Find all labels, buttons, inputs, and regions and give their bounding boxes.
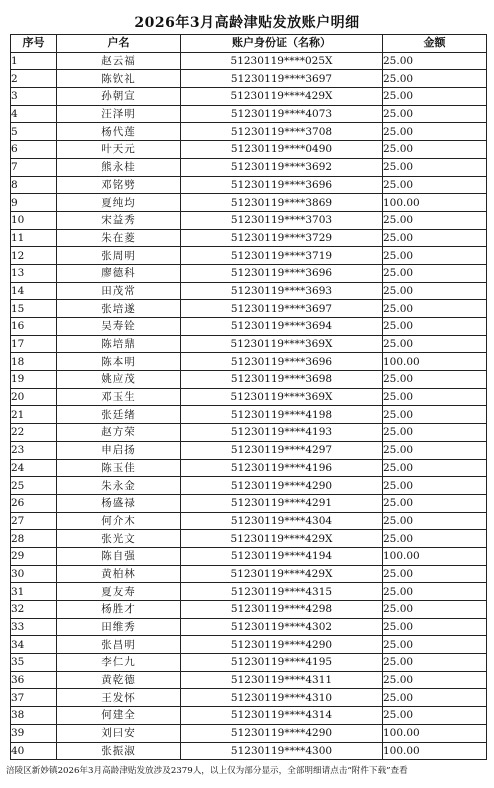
id-number-cell: 51230119****3697 [181,300,383,318]
id-number-cell: 51230119****3697 [181,70,383,88]
amount-cell: 25.00 [383,654,487,672]
amount-cell: 25.00 [383,636,487,654]
amount-cell: 25.00 [383,318,487,336]
table-row [11,158,487,176]
serial-cell: 20 [11,388,57,406]
table-row [11,742,487,760]
account-name-cell: 陈培鼎 [57,335,181,353]
id-number-cell: 51230119****429X [181,565,383,583]
id-number-cell: 51230119****4314 [181,707,383,725]
account-name-cell: 廖德科 [57,264,181,282]
id-number-cell: 51230119****369X [181,388,383,406]
id-number-cell: 51230119****3696 [181,353,383,371]
amount-cell: 25.00 [383,247,487,265]
footer-note: 涪陵区新妙镇2026年3月高龄津贴发放涉及2379人，以上仅为部分显示，全部明细请点击“附件下载”查看 [6,766,408,776]
table-row [11,194,487,212]
amount-cell: 25.00 [383,512,487,530]
table-row [11,654,487,672]
table-row [11,282,487,300]
id-number-cell: 51230119****4290 [181,636,383,654]
table-header-row [11,35,487,53]
table-row [11,318,487,336]
table-row [11,618,487,636]
serial-cell: 39 [11,724,57,742]
id-number-cell: 51230119****4310 [181,689,383,707]
header-account-name: 户名 [57,35,181,53]
amount-cell: 25.00 [383,583,487,601]
id-number-cell: 51230119****4195 [181,654,383,672]
table-row [11,52,487,70]
serial-cell: 10 [11,211,57,229]
amount-cell: 25.00 [383,300,487,318]
header-id-number: 账户身份证（名称） [181,35,383,53]
id-number-cell: 51230119****4297 [181,441,383,459]
serial-cell: 13 [11,264,57,282]
id-number-cell: 51230119****3696 [181,264,383,282]
account-name-cell: 夏友寿 [57,583,181,601]
account-name-cell: 李仁九 [57,654,181,672]
serial-cell: 21 [11,406,57,424]
table-row [11,494,487,512]
header-amount: 金额 [383,35,487,53]
id-number-cell: 51230119****4291 [181,494,383,512]
table-row [11,530,487,548]
id-number-cell: 51230119****4073 [181,105,383,123]
serial-cell: 5 [11,123,57,141]
account-name-cell: 邓玉生 [57,388,181,406]
amount-cell: 25.00 [383,264,487,282]
account-name-cell: 田维秀 [57,618,181,636]
table-row [11,547,487,565]
serial-cell: 28 [11,530,57,548]
table-body [11,52,487,760]
table-row [11,671,487,689]
serial-cell: 6 [11,141,57,159]
amount-cell: 25.00 [383,671,487,689]
serial-cell: 9 [11,194,57,212]
serial-cell: 35 [11,654,57,672]
table-row [11,707,487,725]
id-number-cell: 51230119****4300 [181,742,383,760]
amount-cell: 25.00 [383,601,487,619]
amount-cell: 25.00 [383,406,487,424]
table-row [11,141,487,159]
account-name-cell: 熊永桂 [57,158,181,176]
account-name-cell: 夏纯均 [57,194,181,212]
table-row [11,353,487,371]
id-number-cell: 51230119****4298 [181,601,383,619]
account-name-cell: 黄乾德 [57,671,181,689]
id-number-cell: 51230119****4196 [181,459,383,477]
serial-cell: 25 [11,477,57,495]
serial-cell: 8 [11,176,57,194]
id-number-cell: 51230119****4304 [181,512,383,530]
table-row [11,335,487,353]
amount-cell: 25.00 [383,530,487,548]
account-name-cell: 张振淑 [57,742,181,760]
serial-cell: 34 [11,636,57,654]
account-name-cell: 陈玉佳 [57,459,181,477]
account-name-cell: 邓铭劈 [57,176,181,194]
amount-cell: 25.00 [383,70,487,88]
serial-cell: 11 [11,229,57,247]
id-number-cell: 51230119****4315 [181,583,383,601]
account-name-cell: 朱在菱 [57,229,181,247]
table-row [11,424,487,442]
amount-cell: 25.00 [383,441,487,459]
amount-cell: 25.00 [383,52,487,70]
serial-cell: 16 [11,318,57,336]
table-row [11,264,487,282]
table-row [11,176,487,194]
table-row [11,388,487,406]
id-number-cell: 51230119****369X [181,335,383,353]
table-row [11,105,487,123]
serial-cell: 14 [11,282,57,300]
amount-cell: 25.00 [383,105,487,123]
account-name-cell: 吴寿铨 [57,318,181,336]
amount-cell: 100.00 [383,724,487,742]
account-name-cell: 何建全 [57,707,181,725]
amount-cell: 25.00 [383,176,487,194]
id-number-cell: 51230119****3693 [181,282,383,300]
id-number-cell: 51230119****429X [181,530,383,548]
table-row [11,441,487,459]
serial-cell: 32 [11,601,57,619]
account-name-cell: 陈自强 [57,547,181,565]
id-number-cell: 51230119****4290 [181,477,383,495]
serial-cell: 31 [11,583,57,601]
account-name-cell: 杨胜才 [57,601,181,619]
amount-cell: 25.00 [383,388,487,406]
amount-cell: 25.00 [383,282,487,300]
table-row [11,689,487,707]
account-name-cell: 田茂常 [57,282,181,300]
table-row [11,636,487,654]
serial-cell: 15 [11,300,57,318]
id-number-cell: 51230119****3694 [181,318,383,336]
table-row [11,247,487,265]
id-number-cell: 51230119****4193 [181,424,383,442]
serial-cell: 37 [11,689,57,707]
serial-cell: 18 [11,353,57,371]
table-row [11,300,487,318]
account-name-cell: 申启扬 [57,441,181,459]
amount-cell: 25.00 [383,371,487,389]
amount-cell: 100.00 [383,742,487,760]
account-name-cell: 赵云福 [57,52,181,70]
amount-cell: 25.00 [383,229,487,247]
account-name-cell: 汪泽明 [57,105,181,123]
amount-cell: 100.00 [383,547,487,565]
account-name-cell: 刘曰安 [57,724,181,742]
id-number-cell: 51230119****3698 [181,371,383,389]
serial-cell: 7 [11,158,57,176]
serial-cell: 2 [11,70,57,88]
serial-cell: 3 [11,88,57,106]
table-row [11,512,487,530]
serial-cell: 30 [11,565,57,583]
amount-cell: 25.00 [383,211,487,229]
account-name-cell: 赵方荣 [57,424,181,442]
account-name-cell: 朱永金 [57,477,181,495]
serial-cell: 22 [11,424,57,442]
id-number-cell: 51230119****3729 [181,229,383,247]
serial-cell: 23 [11,441,57,459]
table-row [11,565,487,583]
id-number-cell: 51230119****3692 [181,158,383,176]
page-title: 2026年3月高龄津贴发放账户明细 [134,15,360,31]
account-name-cell: 孙朝宣 [57,88,181,106]
serial-cell: 38 [11,707,57,725]
id-number-cell: 51230119****025X [181,52,383,70]
table-row [11,477,487,495]
account-name-cell: 宋益秀 [57,211,181,229]
account-name-cell: 黄柏林 [57,565,181,583]
serial-cell: 36 [11,671,57,689]
id-number-cell: 51230119****4311 [181,671,383,689]
table-row [11,70,487,88]
serial-cell: 19 [11,371,57,389]
account-name-cell: 陈本明 [57,353,181,371]
account-name-cell: 张廷绪 [57,406,181,424]
id-number-cell: 51230119****4302 [181,618,383,636]
amount-cell: 25.00 [383,707,487,725]
id-number-cell: 51230119****3703 [181,211,383,229]
amount-cell: 25.00 [383,141,487,159]
id-number-cell: 51230119****4198 [181,406,383,424]
account-name-cell: 陈钦礼 [57,70,181,88]
id-number-cell: 51230119****3719 [181,247,383,265]
header-serial: 序号 [11,35,57,53]
table-row [11,724,487,742]
amount-cell: 25.00 [383,158,487,176]
id-number-cell: 51230119****4194 [181,547,383,565]
table-row [11,229,487,247]
amount-cell: 25.00 [383,477,487,495]
serial-cell: 1 [11,52,57,70]
serial-cell: 33 [11,618,57,636]
serial-cell: 24 [11,459,57,477]
table-row [11,123,487,141]
amount-cell: 100.00 [383,353,487,371]
table-row [11,88,487,106]
id-number-cell: 51230119****3708 [181,123,383,141]
serial-cell: 12 [11,247,57,265]
table-row [11,601,487,619]
amount-cell: 25.00 [383,618,487,636]
table-row [11,459,487,477]
serial-cell: 17 [11,335,57,353]
account-name-cell: 叶天元 [57,141,181,159]
id-number-cell: 51230119****3869 [181,194,383,212]
serial-cell: 29 [11,547,57,565]
account-name-cell: 王发怀 [57,689,181,707]
serial-cell: 27 [11,512,57,530]
amount-cell: 25.00 [383,123,487,141]
account-name-cell: 姚应茂 [57,371,181,389]
amount-cell: 25.00 [383,88,487,106]
table-row [11,211,487,229]
account-name-cell: 张昌明 [57,636,181,654]
amount-cell: 25.00 [383,689,487,707]
account-name-cell: 杨盛禄 [57,494,181,512]
id-number-cell: 51230119****0490 [181,141,383,159]
amount-cell: 25.00 [383,459,487,477]
amount-cell: 25.00 [383,494,487,512]
amount-cell: 25.00 [383,335,487,353]
table-row [11,583,487,601]
table-row [11,371,487,389]
account-detail-table [10,34,487,760]
amount-cell: 25.00 [383,565,487,583]
table-row [11,406,487,424]
id-number-cell: 51230119****3696 [181,176,383,194]
account-name-cell: 张培遂 [57,300,181,318]
account-name-cell: 何介木 [57,512,181,530]
id-number-cell: 51230119****4290 [181,724,383,742]
amount-cell: 100.00 [383,194,487,212]
serial-cell: 4 [11,105,57,123]
account-name-cell: 杨代莲 [57,123,181,141]
amount-cell: 25.00 [383,424,487,442]
serial-cell: 40 [11,742,57,760]
account-name-cell: 张周明 [57,247,181,265]
serial-cell: 26 [11,494,57,512]
id-number-cell: 51230119****429X [181,88,383,106]
account-name-cell: 张光文 [57,530,181,548]
